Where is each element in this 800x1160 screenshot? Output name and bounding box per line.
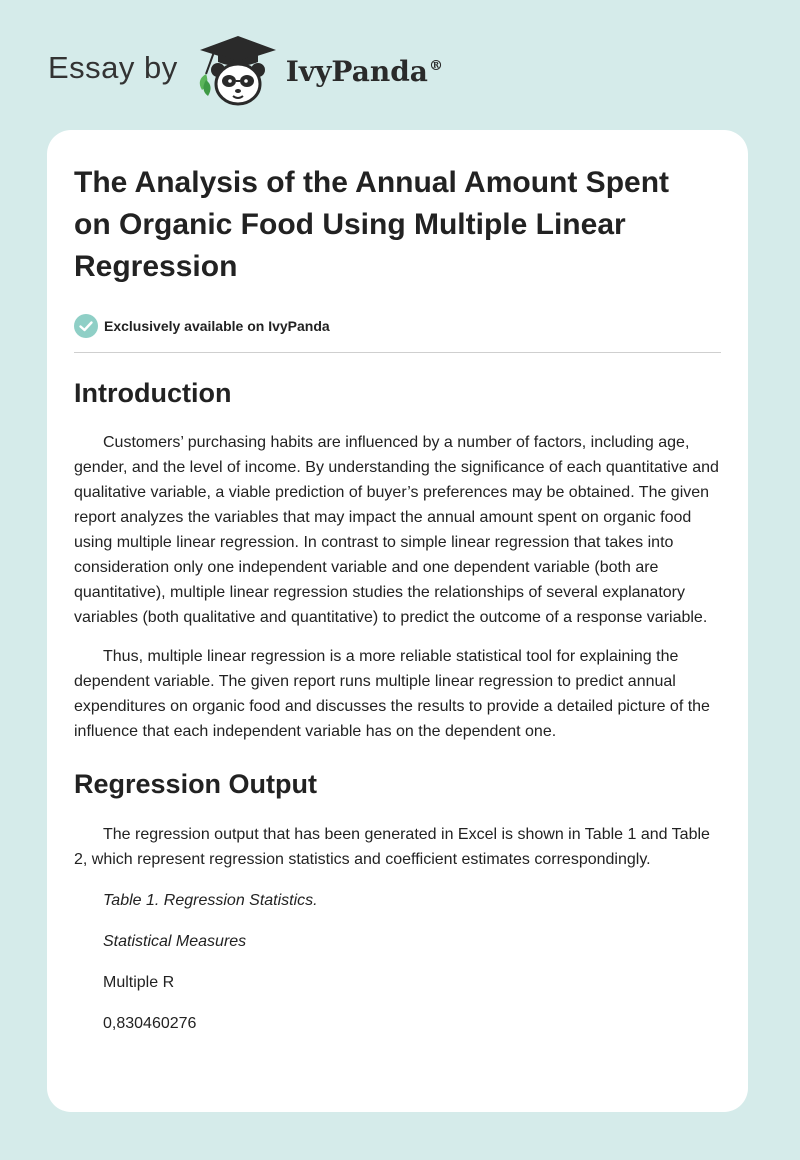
intro-paragraph-2: Thus, multiple linear regression is a more reliable statistical tool for explaining the dependent variable. The given report runs multiple linear regression to predict annual expenditures on organic food and discusses the results to provide a detailed picture of the influence that each independent variable has on the dependent one. [74,648,710,740]
brand-prefix: Essay by [48,50,178,85]
essay-title: The Analysis of the Annual Amount Spent on Organic Food Using Multiple Linear Regression [74,166,670,283]
site-header-brand[interactable] [48,30,443,110]
exclusive-badge [74,312,721,340]
table1-row-label: Multiple R [103,974,175,991]
brand-registered-mark: ® [428,58,443,75]
title-divider [74,352,721,353]
regression-paragraph-1: The regression output that has been generated in Excel is shown in Table 1 and Table 2, which represent regression statistics and coefficient estimates correspondingly. [74,826,710,868]
table1-header: Statistical Measures [103,933,247,950]
intro-paragraph-1: Customers’ purchasing habits are influenced by a number of factors, including age, gender, and the level of income. By understanding the significance of each quantitative and qualitative variable, a viable prediction of buyer’s preferences may be obtained. The given report analyzes the variables that may impact the annual amount spent on organic food using multiple linear regression. In contrast to simple linear regression that takes into consideration only one independent variable and one dependent variable (both are quantitative), multiple linear regression studies the relationships of several explanatory variables (both qualitative and quantitative) to predict the outcome of a response variable. [74,434,719,626]
panda-logo-icon [194,30,280,110]
brand-name: IvyPanda® [285,54,443,88]
section-heading-introduction: Introduction [74,378,232,408]
section-heading-regression-output: Regression Output [74,769,318,799]
exclusive-badge-label: Exclusively available on IvyPanda [104,318,330,334]
check-circle-icon [74,314,98,338]
essay-card [47,130,748,1112]
table1-caption: Table 1. Regression Statistics. [103,892,318,909]
table1-row-value: 0,830460276 [103,1015,197,1032]
